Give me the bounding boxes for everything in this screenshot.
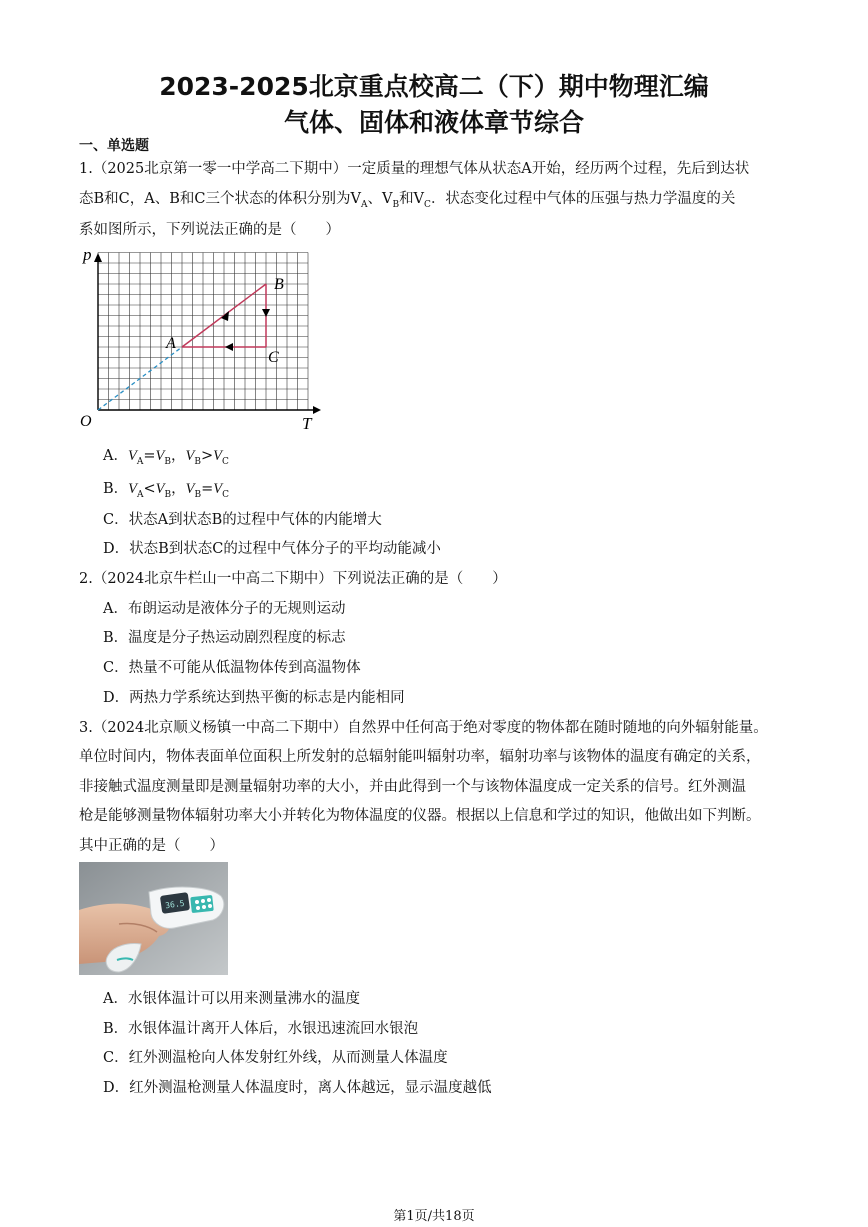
- q2-stem: 2.（2024北京牛栏山一中高二下期中）下列说法正确的是（ ）: [79, 571, 507, 587]
- q3-option-b[interactable]: B．水银体温计离开人体后，水银迅速流回水银泡: [103, 1021, 419, 1037]
- q2-option-c[interactable]: C．热量不可能从低温物体传到高温物体: [103, 660, 361, 676]
- q2-option-d[interactable]: D．两热力学系统达到热平衡的标志是内能相同: [103, 690, 405, 706]
- p-axis-arrow: [94, 253, 102, 262]
- q1-option-b[interactable]: B．$V_A<V_B$，$V_B=V_C$: [103, 481, 230, 500]
- q1-stem-line2: 态B和C，A、B和C三个状态的体积分别为$V_A$、$V_B$和$V_C$．状态变化过程中气体的压强与热力学温度的关: [79, 191, 736, 210]
- q3-stem-line5: 其中正确的是（ ）: [79, 838, 224, 854]
- infrared-thermometer-photo: [79, 862, 228, 975]
- q1-option-d[interactable]: D．状态B到状态C的过程中气体分子的平均动能减小: [103, 541, 441, 557]
- section-heading: 一、单选题: [79, 138, 149, 154]
- pt-graph: [78, 242, 328, 437]
- q2-option-b[interactable]: B．温度是分子热运动剧烈程度的标志: [103, 630, 346, 646]
- q1-option-c[interactable]: C．状态A到状态B的过程中气体的内能增大: [103, 512, 382, 528]
- point-c-label: C: [268, 349, 279, 366]
- q1-option-a[interactable]: A．$V_A=V_B$，$V_B>V_C$: [103, 448, 229, 467]
- q3-stem-line3: 非接触式温度测量即是测量辐射功率的大小，并由此得到一个与该物体温度成一定关系的信号。红外测温: [79, 779, 746, 795]
- p-axis-label: p: [83, 245, 92, 264]
- origin-label: O: [80, 413, 92, 430]
- q3-option-a[interactable]: A．水银体温计可以用来测量沸水的温度: [103, 991, 360, 1007]
- q1-stem-line3: 系如图所示，下列说法正确的是（ ）: [79, 222, 340, 238]
- document-title-line1: 2023-2025北京重点校高二（下）期中物理汇编: [159, 72, 709, 101]
- q3-option-c[interactable]: C．红外测温枪向人体发射红外线，从而测量人体温度: [103, 1050, 448, 1066]
- thermometer-display: 36.5: [164, 898, 186, 911]
- point-b-label: B: [274, 276, 284, 293]
- arrow-c-to-a: [225, 343, 233, 351]
- t-axis-label: T: [302, 414, 312, 433]
- q1-stem-line1: 1.（2025北京第一零一中学高二下期中）一定质量的理想气体从状态A开始，经历两个过程，先后到达状: [79, 161, 750, 177]
- q3-stem-line2: 单位时间内，物体表面单位面积上所发射的总辐射能叫辐射功率，辐射功率与该物体的温度有确定的关系，: [79, 749, 761, 765]
- q3-option-d[interactable]: D．红外测温枪测量人体温度时，离人体越远，显示温度越低: [103, 1080, 492, 1096]
- page-footer: 第1页/共18页: [393, 1209, 475, 1224]
- q3-stem-line4: 枪是能够测量物体辐射功率大小并转化为物体温度的仪器。根据以上信息和学过的知识，他做出如下判断。: [79, 808, 761, 824]
- q2-option-a[interactable]: A．布朗运动是液体分子的无规则运动: [103, 601, 346, 617]
- t-axis-arrow: [313, 406, 321, 414]
- document-title-line2: 气体、固体和液体章节综合: [283, 108, 584, 137]
- q3-stem-line1: 3.（2024北京顺义杨镇一中高二下期中）自然界中任何高于绝对零度的物体都在随时随地的向外辐射能量。: [79, 720, 768, 736]
- point-a-label: A: [166, 335, 176, 352]
